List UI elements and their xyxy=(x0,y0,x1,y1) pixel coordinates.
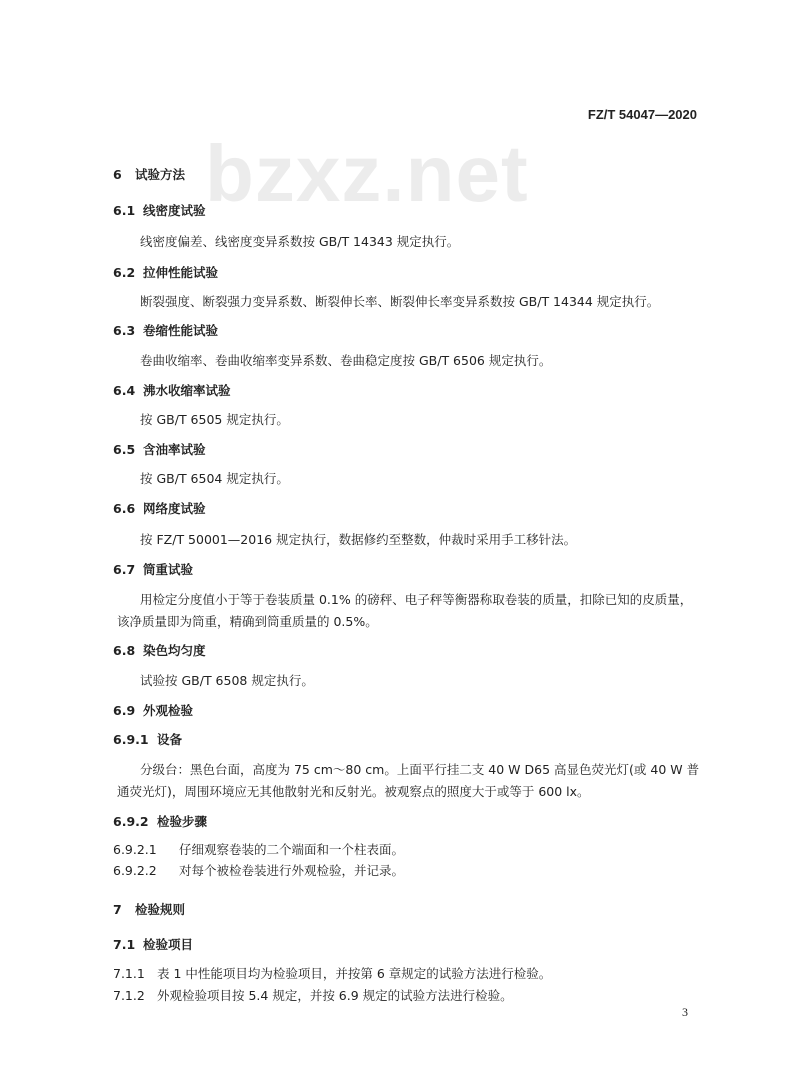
section-7-heading xyxy=(113,900,185,918)
section-6-6-heading xyxy=(113,499,206,517)
section-title: 含油率试验 xyxy=(143,442,206,457)
section-title: 试验方法 xyxy=(135,167,186,182)
section-6-9-1-text-line2: 通荧光灯)，周围环境应无其他散射光和反射光。被观察点的照度大于或等于 600 lx。 xyxy=(117,784,590,799)
section-7-1-heading xyxy=(113,935,193,953)
section-number: 6.3 xyxy=(113,323,136,338)
section-title: 卷缩性能试验 xyxy=(143,323,219,338)
section-6-7-text-line1: 用检定分度值小于等于卷装质量 0.1% 的磅秤、电子秤等衡器称取卷装的质量，扣除已知的皮质量， xyxy=(140,592,693,607)
section-title: 检验步骤 xyxy=(157,814,208,829)
page-number: 3 xyxy=(682,1005,688,1019)
section-number: 6.6 xyxy=(113,501,136,516)
watermark: bzxz.net xyxy=(205,129,529,218)
section-6-7-text-line2: 该净质量即为筒重，精确到筒重质量的 0.5%。 xyxy=(117,614,378,629)
section-6-9-2-1 xyxy=(113,840,404,858)
section-number: 6.9.2.1 xyxy=(113,842,157,857)
section-title: 检验项目 xyxy=(143,937,194,952)
section-number: 6.1 xyxy=(113,203,136,218)
section-number: 7 xyxy=(113,902,122,917)
section-number: 6.5 xyxy=(113,442,136,457)
section-text: 外观检验项目按 5.4 规定，并按 6.9 规定的试验方法进行检验。 xyxy=(157,988,513,1003)
section-title: 外观检验 xyxy=(143,703,194,718)
section-title: 沸水收缩率试验 xyxy=(143,383,231,398)
section-title: 线密度试验 xyxy=(143,203,206,218)
section-number: 6.7 xyxy=(113,562,136,577)
section-number: 6.4 xyxy=(113,383,136,398)
section-text: 对每个被检卷装进行外观检验，并记录。 xyxy=(179,863,405,878)
section-number: 6.9.2 xyxy=(113,814,149,829)
section-title: 染色均匀度 xyxy=(143,643,206,658)
section-6-5-text: 按 GB/T 6504 规定执行。 xyxy=(140,471,289,486)
section-title: 拉伸性能试验 xyxy=(143,265,219,280)
section-6-3-text: 卷曲收缩率、卷曲收缩率变异系数、卷曲稳定度按 GB/T 6506 规定执行。 xyxy=(140,353,552,368)
section-number: 6.9.1 xyxy=(113,732,149,747)
section-6-7-heading xyxy=(113,560,193,578)
section-7-1-2 xyxy=(113,986,513,1004)
section-number: 6 xyxy=(113,167,122,182)
section-text: 表 1 中性能项目均为检验项目，并按第 6 章规定的试验方法进行检验。 xyxy=(157,966,552,981)
document-code: FZ/T 54047—2020 xyxy=(587,107,697,122)
section-number: 7.1.1 xyxy=(113,966,145,981)
section-6-8-text: 试验按 GB/T 6508 规定执行。 xyxy=(140,673,314,688)
section-number: 7.1 xyxy=(113,937,136,952)
section-6-1-heading xyxy=(113,201,206,219)
section-title: 网络度试验 xyxy=(143,501,206,516)
section-6-2-heading xyxy=(113,263,218,281)
section-6-8-heading xyxy=(113,641,206,659)
section-6-heading xyxy=(113,165,185,183)
section-6-3-heading xyxy=(113,321,218,339)
section-number: 6.8 xyxy=(113,643,136,658)
section-6-2-text: 断裂强度、断裂强力变异系数、断裂伸长率、断裂伸长率变异系数按 GB/T 14344 规定执行。 xyxy=(140,294,660,309)
section-number: 7.1.2 xyxy=(113,988,145,1003)
section-number: 6.9.2.2 xyxy=(113,863,157,878)
section-6-9-1-text-line1: 分级台：黑色台面，高度为 75 cm～80 cm。上面平行挂二支 40 W D65 高显色荧光灯(或 40 W 普 xyxy=(140,762,700,777)
section-6-5-heading xyxy=(113,440,206,458)
section-title: 设备 xyxy=(157,732,183,747)
section-title: 筒重试验 xyxy=(143,562,194,577)
section-6-9-1-heading xyxy=(113,730,182,748)
section-6-9-2-2 xyxy=(113,861,404,879)
section-text: 仔细观察卷装的二个端面和一个柱表面。 xyxy=(179,842,405,857)
section-6-4-heading xyxy=(113,381,231,399)
section-6-6-text: 按 FZ/T 50001—2016 规定执行，数据修约至整数，仲裁时采用手工移针法。 xyxy=(140,532,577,547)
section-number: 6.2 xyxy=(113,265,136,280)
section-6-9-heading xyxy=(113,701,193,719)
section-6-4-text: 按 GB/T 6505 规定执行。 xyxy=(140,412,289,427)
section-title: 检验规则 xyxy=(135,902,186,917)
section-number: 6.9 xyxy=(113,703,136,718)
section-7-1-1 xyxy=(113,964,551,982)
section-6-1-text: 线密度偏差、线密度变异系数按 GB/T 14343 规定执行。 xyxy=(140,234,460,249)
section-6-9-2-heading xyxy=(113,812,207,830)
